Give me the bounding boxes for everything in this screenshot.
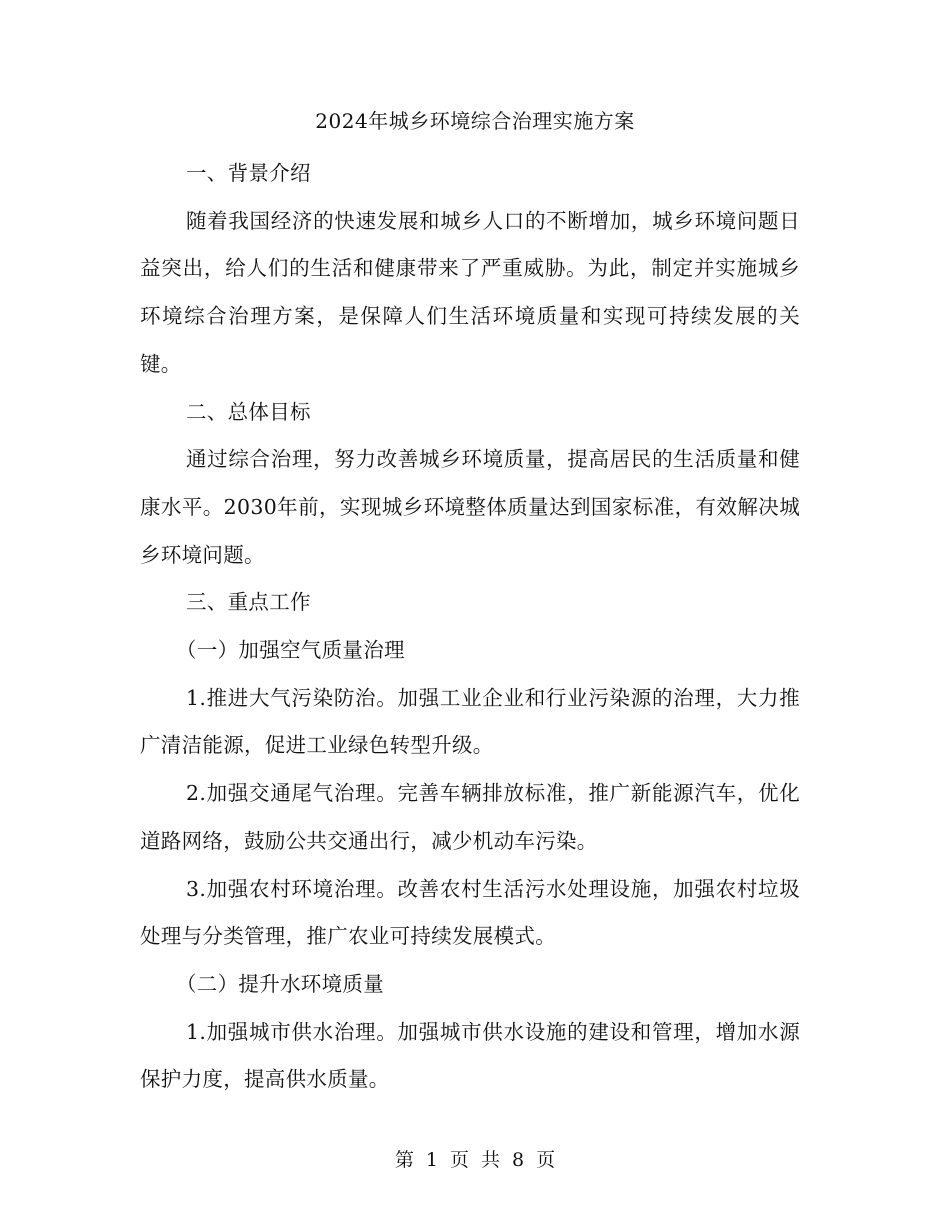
subsection-heading-air: （一）加强空气质量治理 <box>176 638 405 663</box>
section-heading-key-work: 三、重点工作 <box>186 590 311 615</box>
paragraph-goals: 通过综合治理，努力改善城乡环境质量，提高居民的生活质量和健康水平。2030年前，实现城乡环境整体质量达到国家标准，有效解决城乡环境问题。 <box>140 447 800 567</box>
paragraph-background: 随着我国经济的快速发展和城乡人口的不断增加，城乡环境问题日益突出，给人们的生活和健康带来了严重威胁。为此，制定并实施城乡环境综合治理方案，是保障人们生活环境质量和实现可持续发展的关键。 <box>140 208 800 376</box>
subsection-heading-water: （二）提升水环境质量 <box>176 971 384 996</box>
page-number: 第 1 页 共 8 页 <box>394 1149 556 1171</box>
section-heading-goals: 二、总体目标 <box>186 399 311 424</box>
document-title: 2024年城乡环境综合治理实施方案 <box>315 109 635 133</box>
list-item-water-1: 1.加强城市供水治理。加强城市供水设施的建设和管理，增加水源保护力度，提高供水质量。 <box>140 1019 800 1092</box>
list-item-air-1: 1.推进大气污染防治。加强工业企业和行业污染源的治理，大力推广清洁能源，促进工业绿色转型升级。 <box>140 685 800 758</box>
list-item-air-3: 3.加强农村环境治理。改善农村生活污水处理设施，加强农村垃圾处理与分类管理，推广农业可持续发展模式。 <box>140 876 800 949</box>
section-heading-background: 一、背景介绍 <box>186 161 311 185</box>
document-body <box>140 150 800 1104</box>
list-item-air-2: 2.加强交通尾气治理。完善车辆排放标准，推广新能源汽车，优化道路网络，鼓励公共交通出行，减少机动车污染。 <box>140 781 800 853</box>
